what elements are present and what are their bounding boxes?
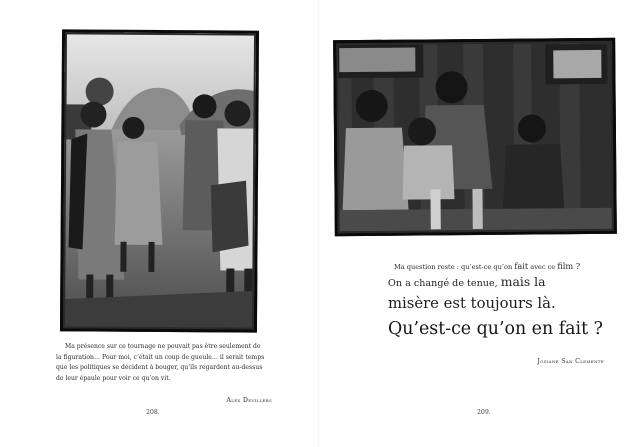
left-photograph <box>60 29 259 332</box>
quote-question-part-a: Ma question reste : qu’est-ce qu’on <box>394 263 513 271</box>
page-number-right: 209. <box>477 409 491 416</box>
quote-line-3: Qu’est-ce qu’on en fait ? <box>388 319 603 339</box>
right-photograph <box>333 38 617 236</box>
book-gutter <box>318 0 320 447</box>
quote-line-question <box>394 261 604 271</box>
left-caption-author: Alex Devillers <box>226 397 272 404</box>
quote-question-part-c: avec ce <box>530 263 556 271</box>
quote-line-1-part-b: mais la <box>500 274 546 289</box>
right-quote-author: Josiane San Clemente <box>537 358 604 365</box>
page-number-left: 208. <box>146 409 160 416</box>
caption-text: Ma présence sur ce tournage ne pouvait pas être seulement de la figuration… Pour moi, c’était un coup de gueule… il serait temps que les politiques se décident à bouger, qu’ils regardent au-dessus de leur épaule pour voir ce qu’on vit. <box>56 343 265 382</box>
left-photo-image <box>60 29 259 332</box>
left-page-caption <box>56 342 268 384</box>
right-photo-image <box>333 38 617 236</box>
quote-line-2: misère est toujours là. <box>388 295 556 312</box>
quote-line-1-part-a: On a changé de tenue, <box>388 278 498 289</box>
quote-question-part-b: fait <box>514 261 529 271</box>
quote-question-part-d: film ? <box>557 261 581 271</box>
quote-line-1 <box>388 274 545 289</box>
